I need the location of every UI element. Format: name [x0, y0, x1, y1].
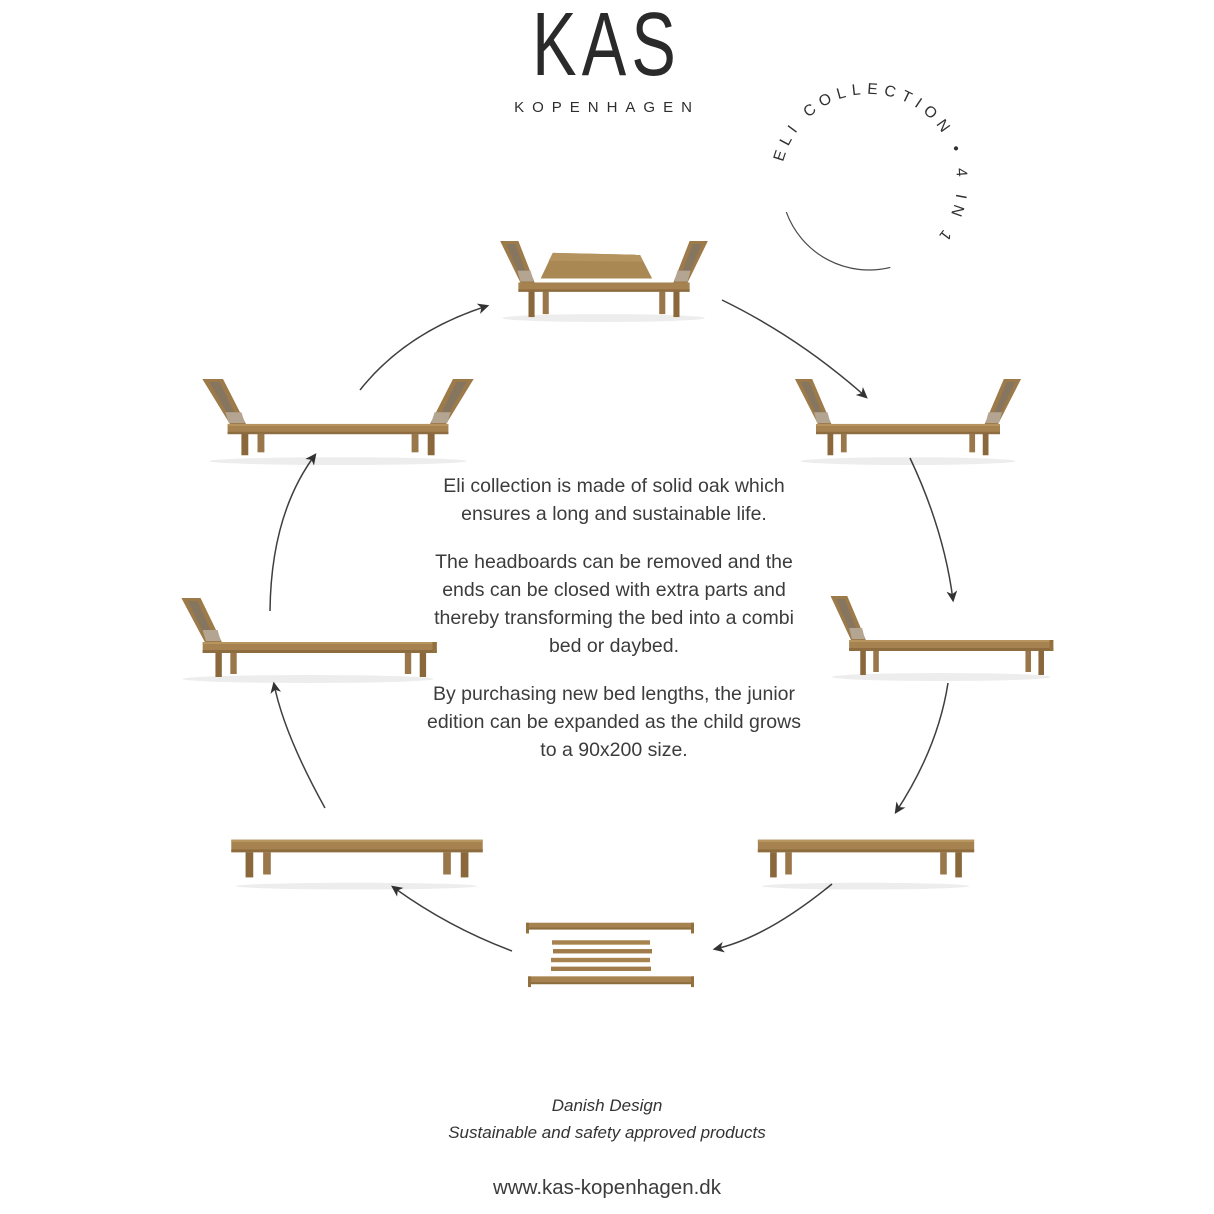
badge-text: ELI COLLECTION • 4 IN 1	[770, 80, 971, 249]
arrow-bottomleft-to-left	[274, 684, 325, 808]
furniture-bed-one-headboard-image	[175, 596, 441, 684]
badge-arc	[786, 212, 890, 270]
brand-logo-text: KAS	[532, 0, 682, 95]
furniture-bed-two-headboards-image	[200, 377, 476, 467]
collection-badge	[753, 68, 985, 308]
furniture-bench-image	[755, 830, 977, 890]
arrow-topright-to-right	[910, 458, 953, 600]
description-paragraph: Eli collection is made of solid oak which ensures a long and sustainable life.	[443, 475, 785, 525]
arrow-bottomright-to-parts	[715, 884, 832, 949]
tagline-line-2: Sustainable and safety approved products	[448, 1123, 766, 1142]
tagline-line-1: Danish Design	[551, 1096, 663, 1115]
furniture-combi-bed-with-table-image	[490, 239, 718, 323]
furniture-bed-two-headboards-image	[793, 377, 1023, 467]
collection-description	[420, 472, 808, 784]
brand-logo-subtext: KOPENHAGEN	[514, 99, 700, 116]
arrow-left-to-topleft	[270, 455, 315, 611]
description-paragraph: By purchasing new bed lengths, the junior edition can be expanded as the child grows to a 90x200 size.	[426, 683, 801, 761]
footer-tagline	[0, 1092, 1214, 1146]
furniture-disassembled-parts-image	[522, 912, 702, 990]
furniture-bench-image	[228, 830, 486, 890]
brand-logo	[0, 0, 1214, 116]
description-paragraph: The headboards can be removed and the ends can be closed with extra parts and thereby transforming the bed into a combi bed or daybed.	[434, 551, 794, 657]
furniture-bed-one-headboard-image	[825, 594, 1057, 682]
arrow-right-to-bottomright	[896, 683, 948, 812]
arrow-parts-to-bottomleft	[393, 887, 512, 951]
website-url: www.kas-kopenhagen.dk	[493, 1176, 721, 1199]
